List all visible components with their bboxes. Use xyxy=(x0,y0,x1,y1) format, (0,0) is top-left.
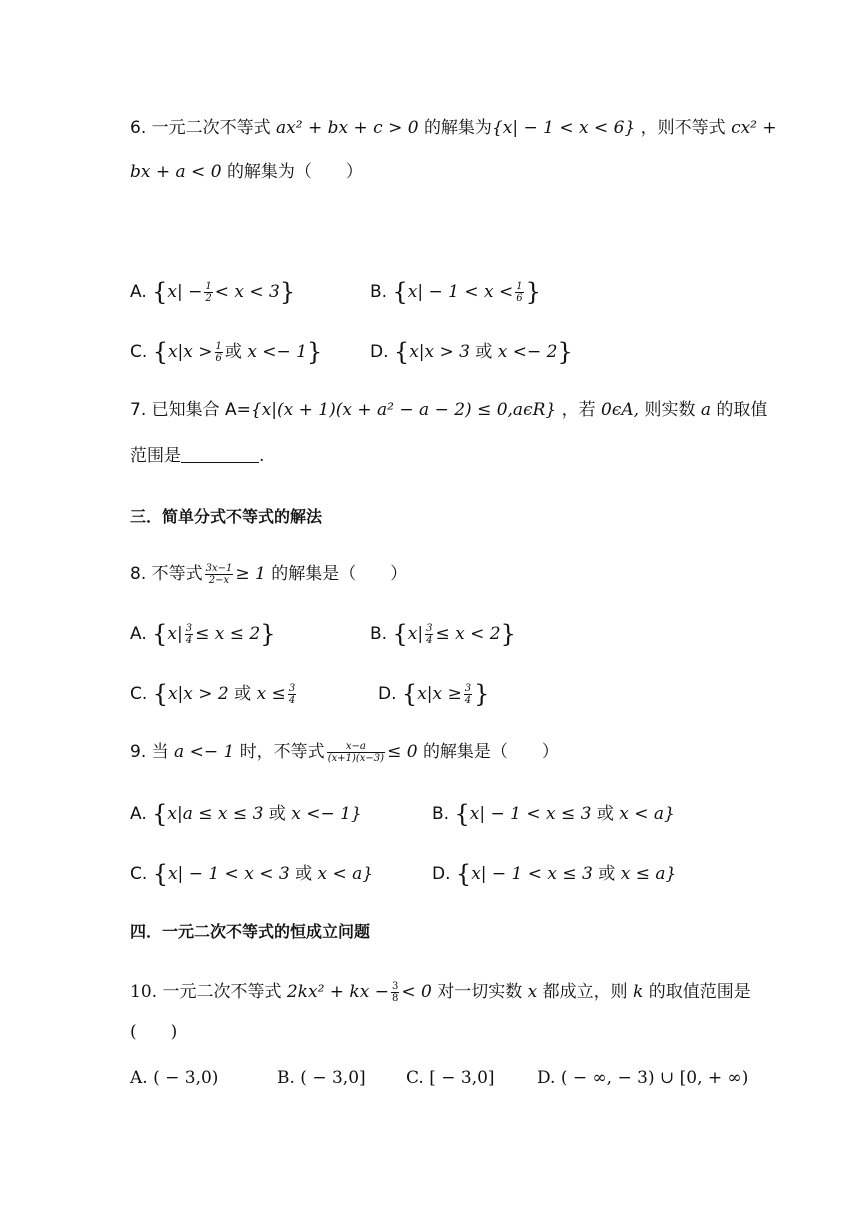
fraction: $\frac{3}{4}$ xyxy=(426,622,433,646)
q6-option-d: D. {x|x > 3 或 x <− 2} xyxy=(370,338,573,366)
fraction: $\frac{3}{4}$ xyxy=(185,622,193,646)
q9-stem: 9. 当 a <− 1 时，不等式 $\frac{x-a}{(x+1)(x-3)}$ ≤ 0 的解集是（ ） xyxy=(130,740,559,764)
q10-option-d: D. ( − ∞, − 3) ∪ [0, + ∞) xyxy=(537,1068,749,1088)
q7-stem-line1: 7. 已知集合 A={x|(x + 1)(x + a² − a − 2) ≤ 0,aϵR} ，若 0ϵA, 则实数 a 的取值 xyxy=(130,400,768,420)
q10-option-a: A. ( − 3,0) xyxy=(130,1068,219,1088)
fraction: $\frac{1}{2}$ xyxy=(205,280,212,304)
q8-option-b: B. {x| $\frac{3}{4}$ ≤ x < 2} xyxy=(370,620,516,648)
answer-blank xyxy=(181,446,259,463)
q7-set-a: {x|(x + 1)(x + a² − a − 2) ≤ 0,aϵR} xyxy=(250,400,557,420)
q9-option-d: D. {x| − 1 < x ≤ 3 或 x ≤ a} xyxy=(432,860,677,888)
q6-text: 6. 一元二次不等式 xyxy=(130,118,271,138)
q8-option-a: A. {x| $\frac{3}{4}$ ≤ x ≤ 2} xyxy=(130,620,276,648)
q7-stem-line2: 范围是 . xyxy=(130,446,265,466)
q9-option-c: C. {x| − 1 < x < 3 或 x < a} xyxy=(130,860,374,888)
q9-option-a: A. {x|a ≤ x ≤ 3 或 x <− 1} xyxy=(130,800,362,828)
q10-stem-line1: 10. 一元二次不等式 2kx² + kx − $\frac{3}{8}$ < 0 对一切实数 x 都成立，则 k 的取值范围是 xyxy=(130,981,751,1004)
fraction: $\frac{1}{6}$ xyxy=(516,280,523,304)
q6-text: 的解集为（ ） xyxy=(226,162,363,182)
q6-inequality-2-cont: bx + a < 0 xyxy=(130,162,222,182)
q6-option-a: A. {x| − $\frac{1}{2}$ < x < 3} xyxy=(130,278,296,306)
q6-text: 的解集为 xyxy=(423,118,492,138)
q6-inequality-2: cx² + xyxy=(731,118,777,138)
q10-stem-line2: ( ) xyxy=(130,1022,178,1042)
q6-solution-set: {x| − 1 < x < 6} xyxy=(491,118,636,138)
q8-stem: 8. 不等式 $\frac{3x-1}{2-x}$ ≥ 1 的解集是（ ） xyxy=(130,562,408,586)
fraction: $\frac{3x-1}{2-x}$ xyxy=(205,562,233,586)
fraction: $\frac{3}{8}$ xyxy=(391,981,399,1004)
q8-option-c: C. {x|x > 2 或 x ≤ $\frac{3}{4}$ xyxy=(130,680,296,708)
q6-text: ，则不等式 xyxy=(640,118,726,138)
q6-stem-line2 xyxy=(130,160,363,184)
fraction: $\frac{x-a}{(x+1)(x-3)}$ xyxy=(327,740,385,764)
fraction: $\frac{3}{4}$ xyxy=(288,682,296,706)
fraction: $\frac{1}{6}$ xyxy=(215,340,222,364)
q8-option-d: D. {x|x ≥ $\frac{3}{4}$ } xyxy=(378,680,490,708)
q6-stem-line1 xyxy=(130,116,777,140)
section-heading-3: 三．简单分式不等式的解法 xyxy=(130,507,323,526)
section-heading-4: 四．一元二次不等式的恒成立问题 xyxy=(130,922,371,941)
fraction: $\frac{3}{4}$ xyxy=(464,682,472,706)
q6-option-c: C. {x|x > $\frac{1}{6}$ 或 x <− 1} xyxy=(130,338,323,366)
q9-option-b: B. {x| − 1 < x ≤ 3 或 x < a} xyxy=(432,800,675,828)
q10-option-c: C. [ − 3,0] xyxy=(406,1068,495,1088)
q6-option-b: B. {x| − 1 < x < $\frac{1}{6}$ } xyxy=(370,278,541,306)
q6-inequality: ax² + bx + c > 0 xyxy=(276,118,419,138)
q10-option-b: B. ( − 3,0] xyxy=(277,1068,366,1088)
